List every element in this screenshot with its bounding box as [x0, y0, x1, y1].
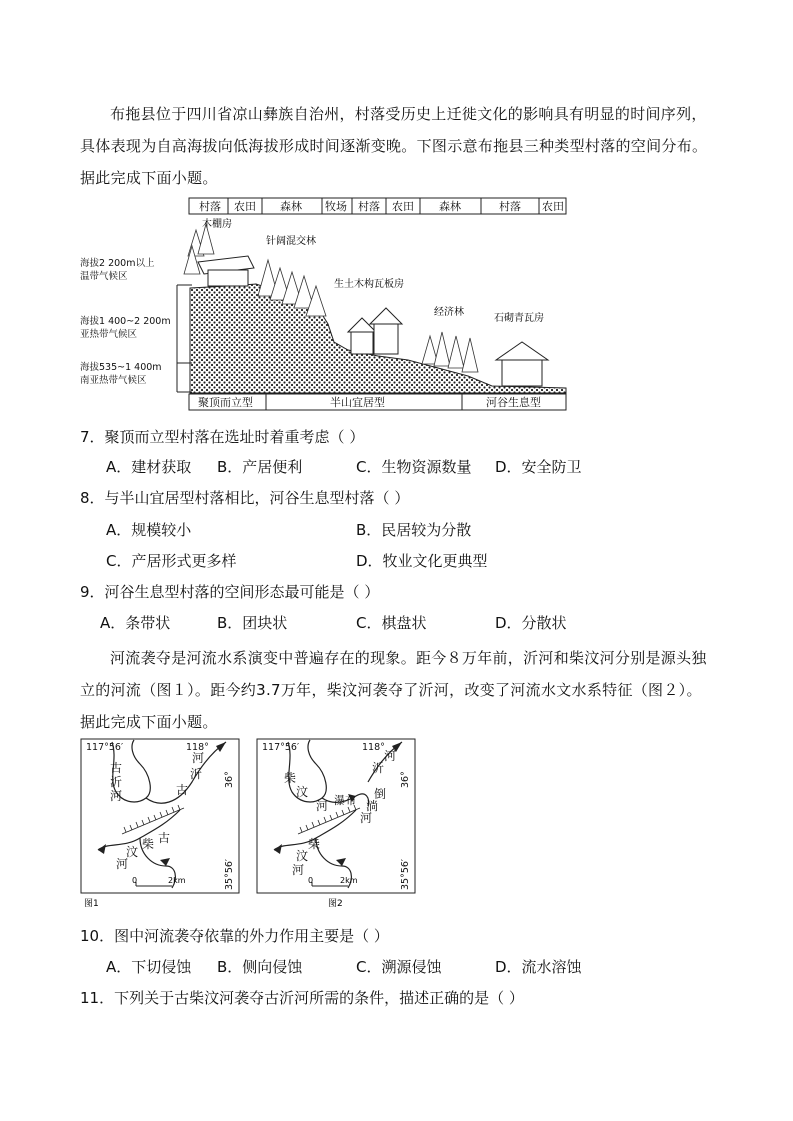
annotation-label: 针阔混交林 — [266, 236, 316, 247]
top-label: 农田 — [392, 200, 414, 213]
river-name: 汶 — [126, 845, 139, 859]
longitude-label: 117°56′ — [86, 742, 124, 753]
latitude-label: 36° — [400, 771, 411, 788]
latitude-label: 35°56′ — [224, 858, 235, 890]
river-name: 河 — [360, 811, 373, 825]
q10-option-c[interactable]: C．溯源侵蚀 — [356, 958, 442, 976]
figure-caption: 图2 — [328, 899, 343, 909]
longitude-label: 118° — [186, 742, 209, 753]
svg-text:2km: 2km — [340, 876, 358, 885]
river-name: 汶 — [296, 785, 309, 799]
annotation-label: 经济林 — [434, 307, 464, 318]
q8-option-b[interactable]: B．民居较为分散 — [356, 521, 472, 539]
top-label: 森林 — [439, 200, 461, 213]
river-name: 古 — [110, 761, 123, 775]
latitude-label: 36° — [224, 771, 235, 788]
river-name: 河 — [116, 857, 129, 871]
q9-option-d[interactable]: D．分散状 — [495, 614, 567, 632]
zone-elevation: 海拔535~1 400m — [80, 362, 162, 373]
village-distribution-diagram — [78, 196, 570, 412]
question-7-stem: 7．聚顶而立型村落在选址时着重考虑（ ） — [80, 428, 365, 446]
latitude-label: 35°56′ — [400, 858, 411, 890]
q8-option-a[interactable]: A．规模较小 — [106, 521, 192, 539]
q9-option-a[interactable]: A．条带状 — [100, 614, 171, 632]
question-11-stem: 11．下列关于古柴汶河袭夺古沂河所需的条件，描述正确的是（ ） — [80, 989, 524, 1007]
q9-option-b[interactable]: B．团块状 — [217, 614, 288, 632]
river-name: 河 — [316, 799, 329, 813]
zone-climate: 温带气候区 — [80, 271, 128, 282]
top-label: 农田 — [234, 200, 256, 213]
q8-option-c[interactable]: C．产居形式更多样 — [106, 552, 237, 570]
river-name: 河 — [384, 749, 397, 763]
svg-text:0: 0 — [132, 876, 138, 885]
zone-elevation: 海拔2 200m以上 — [80, 258, 155, 269]
question-9-stem: 9．河谷生息型村落的空间形态最可能是（ ） — [80, 583, 380, 601]
longitude-label: 117°56′ — [262, 742, 300, 753]
wooden-hut-icon — [198, 256, 254, 286]
river-name: 汶 — [296, 849, 309, 863]
village-type-label: 半山宜居型 — [330, 396, 385, 409]
annotation-label: 生土木构瓦板房 — [334, 279, 404, 290]
river-name: 淌 — [366, 799, 379, 813]
river-capture-map-2 — [256, 738, 416, 910]
figure-caption: 图1 — [84, 899, 99, 909]
q7-option-a[interactable]: A．建材获取 — [106, 458, 192, 476]
q10-option-a[interactable]: A．下切侵蚀 — [106, 958, 192, 976]
q9-option-c[interactable]: C．棋盘状 — [356, 614, 427, 632]
zone-climate: 南亚热带气候区 — [80, 375, 147, 386]
q7-option-b[interactable]: B．产居便利 — [217, 458, 303, 476]
river-name: 柴 — [142, 837, 155, 851]
intro-paragraph-2: 河流袭夺是河流水系演变中普遍存在的现象。距今８万年前，沂河和柴汶河分别是源头独立的河流（图１）。距今约3.7万年，柴汶河袭夺了沂河，改变了河流水文水系特征（图２）。据此完成下面小题。 — [80, 649, 707, 731]
river-name: 柴 — [308, 837, 321, 851]
q7-option-d[interactable]: D．安全防卫 — [495, 458, 582, 476]
top-label: 村落 — [499, 200, 521, 213]
question-8-stem: 8．与半山宜居型村落相比，河谷生息型村落（ ） — [80, 489, 410, 507]
river-name: 沂 — [190, 767, 203, 781]
intro-paragraph-1: 布拖县位于四川省凉山彝族自治州，村落受历史上迁徙文化的影响具有明显的时间序列，具体表现为自高海拔向低海拔形成时间逐渐变晚。下图示意布拖县三种类型村落的空间分布。据此完成下面小题。 — [80, 105, 708, 187]
village-type-label: 河谷生息型 — [486, 396, 541, 409]
top-label: 农田 — [542, 200, 564, 213]
village-type-label: 聚顶而立型 — [198, 396, 253, 409]
top-label: 村落 — [199, 200, 221, 213]
river-name: 河 — [110, 789, 123, 803]
river-name: 河 — [192, 751, 205, 765]
river-capture-map-1 — [80, 738, 240, 910]
longitude-label: 118° — [362, 742, 385, 753]
waterfall-label: 瀑布 — [334, 794, 356, 807]
q7-option-c[interactable]: C．生物资源数量 — [356, 458, 472, 476]
river-name: 沂 — [110, 775, 123, 789]
river-name: 柴 — [284, 771, 297, 785]
annotation-label: 木棚房 — [202, 219, 232, 230]
annotation-label: 石砌青瓦房 — [494, 313, 544, 324]
q10-option-d[interactable]: D．流水溶蚀 — [495, 958, 582, 976]
svg-text:0: 0 — [308, 876, 314, 885]
river-name: 古 — [158, 831, 171, 845]
svg-text:2km: 2km — [168, 876, 186, 885]
q10-option-b[interactable]: B．侧向侵蚀 — [217, 958, 303, 976]
q8-option-d[interactable]: D．牧业文化更典型 — [356, 552, 488, 570]
tile-house-icon — [348, 308, 402, 354]
river-name: 河 — [292, 863, 305, 877]
top-label: 村落 — [358, 200, 380, 213]
zone-elevation: 海拔1 400~2 200m — [80, 316, 171, 327]
river-name: 沂 — [372, 761, 385, 775]
question-10-stem: 10．图中河流袭夺依靠的外力作用主要是（ ） — [80, 927, 389, 945]
river-name: 古 — [176, 783, 189, 797]
stone-house-icon — [496, 342, 548, 386]
river-name: 倒 — [374, 787, 387, 801]
top-label: 森林 — [280, 200, 302, 213]
top-label: 牧场 — [325, 200, 347, 213]
zone-climate: 亚热带气候区 — [80, 329, 138, 340]
